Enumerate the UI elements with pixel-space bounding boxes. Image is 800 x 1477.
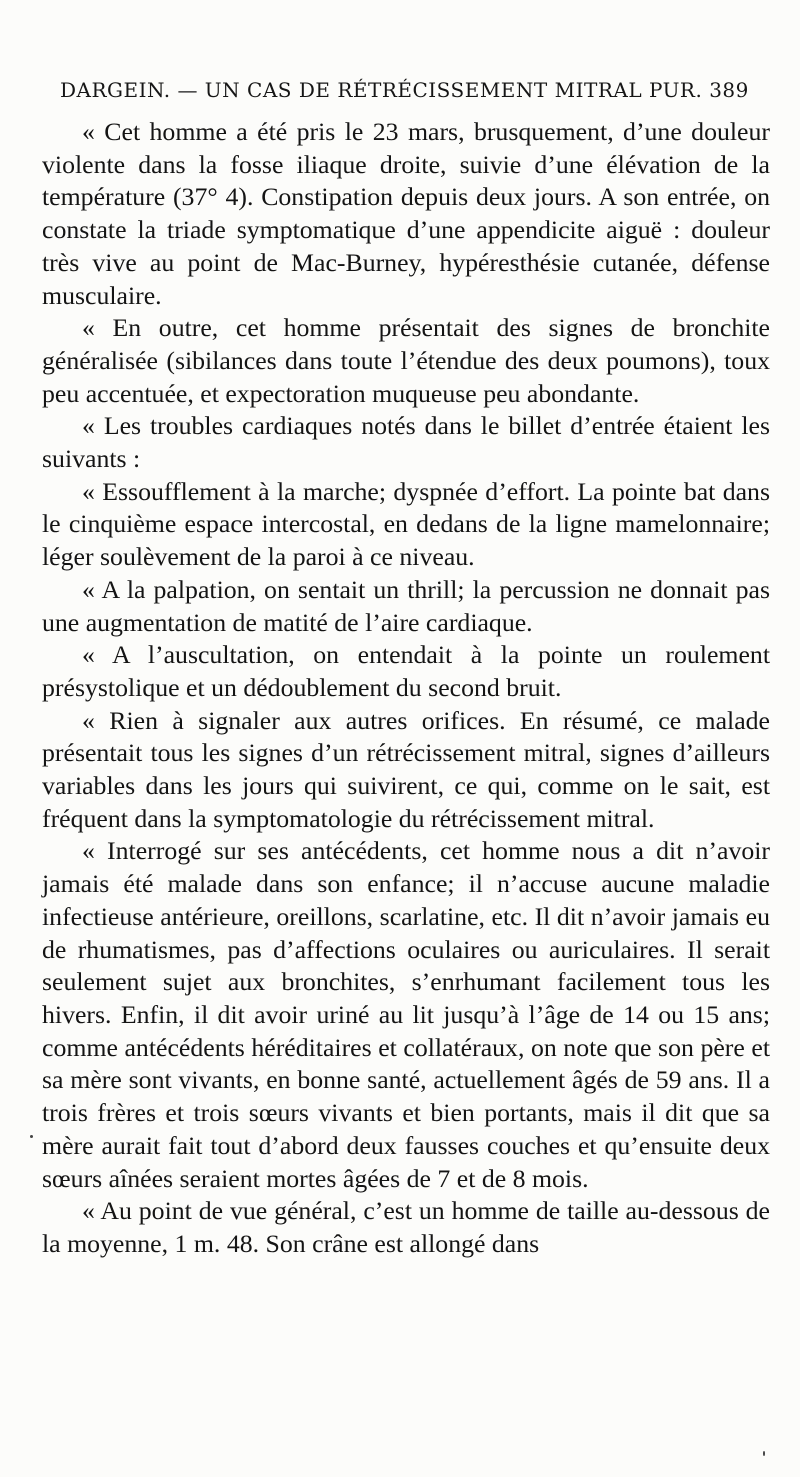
paragraph: « Essoufflement à la marche; dyspnée d’effort. La pointe bat dans le cinquième espace intercostal, en dedans de la ligne mamelonnaire; léger soulèvement de la paroi à ce niveau. <box>42 476 770 572</box>
paragraph: « Au point de vue général, c’est un homme de taille au-dessous de la moyenne, 1 m. 48. Son crâne est allongé dans <box>42 1196 770 1258</box>
ink-speck <box>30 1135 33 1138</box>
paragraph: « Cet homme a été pris le 23 mars, brusquement, d’une douleur violente dans la fosse iliaque droite, suivie d’une élévation de la température (37° 4). Constipation depuis deux jours. A son entrée, on constate la triade symptomatique d’une appendicite aiguë : douleur très vive au point de Mac-Burney, hypéresthésie cutanée, défense musculaire. <box>42 117 770 310</box>
paragraph: « A la palpation, on sentait un thrill; la percussion ne donnait pas une augmentation de matité de l’aire cardiaque. <box>42 574 770 637</box>
paragraph: « En outre, cet homme présentait des signes de bronchite généralisée (sibilances dans toute l’étendue des deux poumons), toux peu accentuée, et expectoration muqueuse peu abondante. <box>42 313 770 408</box>
paragraph: « Les troubles cardiaques notés dans le billet d’entrée étaient les suivants : <box>42 411 770 474</box>
paragraph: « Interrogé sur ses antécédents, cet homme nous a dit n’avoir jamais été malade dans son enfance; il n’accuse aucune maladie infectieuse antérieure, oreillons, scarlatine, etc. Il dit n’avoir jamais eu de rhumatismes, pas d’affections oculaires ou auriculaires. Il serait seulement sujet aux bronchites, s’enrhumant facilement tous les hivers. Enfin, il dit avoir uriné au lit jusqu’à l’âge de 14 ou 15 ans; comme antécédents héréditaires et collatéraux, on note que son père et sa mère sont vivants, en bonne santé, actuellement âgés de 59 ans. Il a trois frères et trois sœurs vivants et bien portants, mais il dit que sa mère aurait fait tout d’abord deux fausses couches et qu’ensuite deux sœurs aînées seraient mortes âgées de 7 et de 8 mois. <box>42 836 770 1193</box>
paragraph: « Rien à signaler aux autres orifices. En résumé, ce malade présentait tous les signes d’un rétrécissement mitral, signes d’ailleurs variables dans les jours qui suivirent, ce qui, comme on le sait, est fréquent dans la symptomatologie du rétrécissement mitral. <box>42 705 770 833</box>
paragraph: « A l’auscultation, on entendait à la pointe un roulement présystolique et un dédoublement du second bruit. <box>42 640 770 702</box>
running-head: DARGEIN. — UN CAS DE RÉTRÉCISSEMENT MITRAL PUR. 389 <box>60 78 749 102</box>
body-text <box>42 116 770 1261</box>
ink-speck <box>763 1451 765 1456</box>
